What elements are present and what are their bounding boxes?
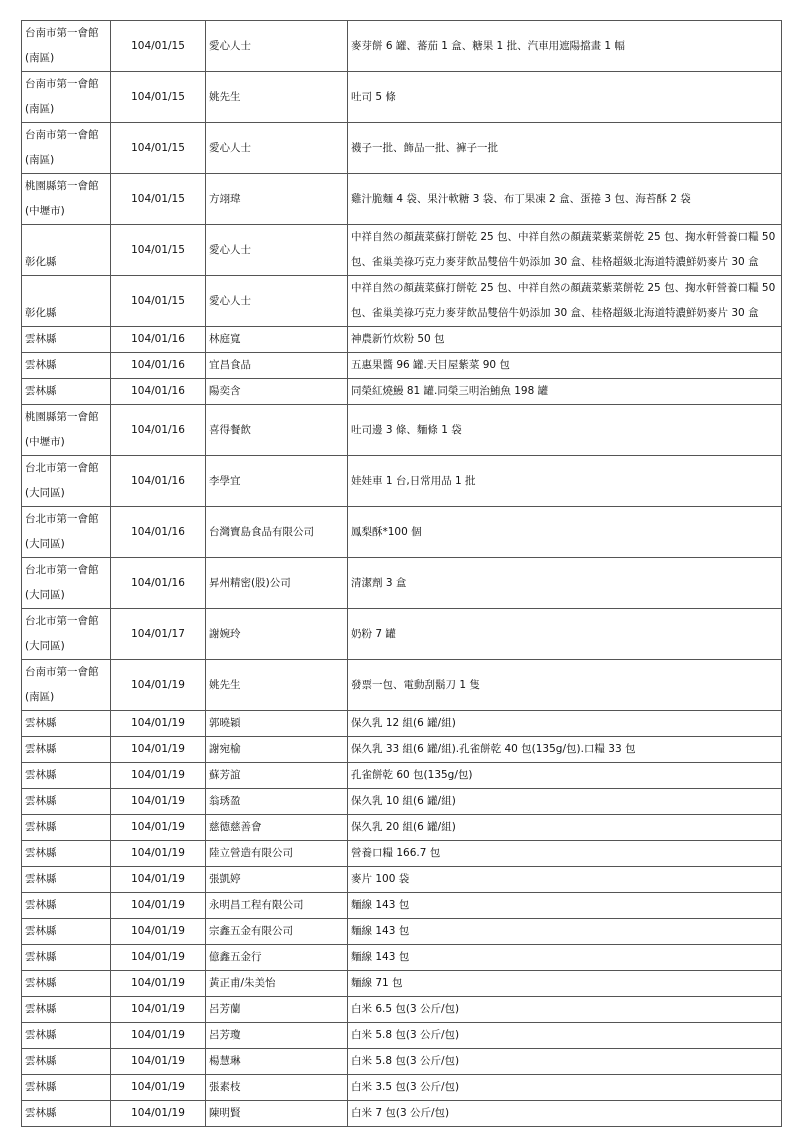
donor-cell: 呂芳瓊 bbox=[206, 1023, 348, 1049]
items-cell: 營養口糧 166.7 包 bbox=[348, 841, 782, 867]
donor-cell: 李學宜 bbox=[206, 456, 348, 507]
date-cell: 104/01/15 bbox=[111, 225, 206, 276]
table-row bbox=[22, 789, 782, 815]
date-cell: 104/01/19 bbox=[111, 789, 206, 815]
location-cell bbox=[22, 507, 111, 558]
location-line: 雲林縣 bbox=[25, 795, 57, 807]
table-row bbox=[22, 405, 782, 456]
table-row bbox=[22, 841, 782, 867]
donor-cell: 愛心人士 bbox=[206, 225, 348, 276]
items-cell: 雞汁脆麵 4 袋、果汁軟糖 3 袋、布丁果凍 2 盒、蛋捲 3 包、海苔酥 2 袋 bbox=[348, 174, 782, 225]
location-line: (南區) bbox=[25, 154, 55, 166]
location-cell bbox=[22, 379, 111, 405]
date-cell: 104/01/19 bbox=[111, 945, 206, 971]
items-cell: 中祥自然の顏蔬菜蘇打餅乾 25 包、中祥自然の顏蔬菜紫菜餅乾 25 包、掬水軒營養口糧 50 包、雀巢美祿巧克力麥芽飲品雙倍牛奶添加 30 盒、桂格超級北海道特濃鮮奶麥片 30 盒 bbox=[348, 276, 782, 327]
date-cell: 104/01/15 bbox=[111, 72, 206, 123]
table-row bbox=[22, 763, 782, 789]
location-line bbox=[25, 225, 107, 250]
items-cell: 中祥自然の顏蔬菜蘇打餅乾 25 包、中祥自然の顏蔬菜紫菜餅乾 25 包、掬水軒營養口糧 50 包、雀巢美祿巧克力麥芽飲品雙倍牛奶添加 30 盒、桂格超級北海道特濃鮮奶麥片 30 盒 bbox=[348, 225, 782, 276]
donor-cell: 楊慧琳 bbox=[206, 1049, 348, 1075]
date-cell: 104/01/15 bbox=[111, 123, 206, 174]
items-cell: 麵線 143 包 bbox=[348, 945, 782, 971]
donor-cell: 昇州精密(股)公司 bbox=[206, 558, 348, 609]
location-cell bbox=[22, 893, 111, 919]
location-cell bbox=[22, 405, 111, 456]
donor-cell: 翁琇盈 bbox=[206, 789, 348, 815]
items-cell: 清潔劑 3 盒 bbox=[348, 558, 782, 609]
table-row bbox=[22, 507, 782, 558]
table-row bbox=[22, 379, 782, 405]
date-cell: 104/01/16 bbox=[111, 327, 206, 353]
table-row bbox=[22, 327, 782, 353]
location-cell bbox=[22, 711, 111, 737]
table-row bbox=[22, 1049, 782, 1075]
donor-cell: 謝宛榆 bbox=[206, 737, 348, 763]
location-line: 雲林縣 bbox=[25, 873, 57, 885]
location-line: 台北市第一會館 bbox=[25, 564, 99, 576]
items-cell: 麵線 71 包 bbox=[348, 971, 782, 997]
location-line: (大同區) bbox=[25, 640, 65, 652]
location-cell bbox=[22, 660, 111, 711]
location-cell bbox=[22, 867, 111, 893]
location-line: (大同區) bbox=[25, 589, 65, 601]
date-cell: 104/01/16 bbox=[111, 456, 206, 507]
donor-cell: 宗鑫五金有限公司 bbox=[206, 919, 348, 945]
location-cell bbox=[22, 919, 111, 945]
table-row bbox=[22, 276, 782, 327]
date-cell: 104/01/19 bbox=[111, 711, 206, 737]
location-cell bbox=[22, 815, 111, 841]
table-row bbox=[22, 225, 782, 276]
location-cell bbox=[22, 174, 111, 225]
date-cell: 104/01/15 bbox=[111, 21, 206, 72]
location-cell bbox=[22, 971, 111, 997]
donor-cell: 永明昌工程有限公司 bbox=[206, 893, 348, 919]
table-row bbox=[22, 945, 782, 971]
location-line: 彰化縣 bbox=[25, 256, 57, 268]
donor-cell: 呂芳蘭 bbox=[206, 997, 348, 1023]
table-row bbox=[22, 21, 782, 72]
table-row bbox=[22, 1075, 782, 1101]
items-cell: 神農新竹炊粉 50 包 bbox=[348, 327, 782, 353]
items-cell: 白米 5.8 包(3 公斤/包) bbox=[348, 1023, 782, 1049]
location-line: (南區) bbox=[25, 691, 55, 703]
location-cell bbox=[22, 327, 111, 353]
location-cell bbox=[22, 609, 111, 660]
location-line: (南區) bbox=[25, 52, 55, 64]
table-row bbox=[22, 711, 782, 737]
items-cell: 麥片 100 袋 bbox=[348, 867, 782, 893]
table-row bbox=[22, 971, 782, 997]
date-cell: 104/01/15 bbox=[111, 276, 206, 327]
location-cell bbox=[22, 1075, 111, 1101]
table-row bbox=[22, 1101, 782, 1127]
donor-cell: 喜得餐飲 bbox=[206, 405, 348, 456]
location-line: 雲林縣 bbox=[25, 717, 57, 729]
location-line bbox=[25, 276, 107, 301]
donor-cell: 蘇芳誼 bbox=[206, 763, 348, 789]
donor-cell: 姚先生 bbox=[206, 72, 348, 123]
items-cell: 麵線 143 包 bbox=[348, 919, 782, 945]
table-row bbox=[22, 456, 782, 507]
location-line: 桃園縣第一會館 bbox=[25, 411, 99, 423]
items-cell: 同榮紅燒鰻 81 罐.同榮三明治鮪魚 198 罐 bbox=[348, 379, 782, 405]
location-cell bbox=[22, 1101, 111, 1127]
date-cell: 104/01/19 bbox=[111, 815, 206, 841]
date-cell: 104/01/16 bbox=[111, 405, 206, 456]
location-cell bbox=[22, 276, 111, 327]
date-cell: 104/01/19 bbox=[111, 893, 206, 919]
items-cell: 保久乳 12 組(6 罐/組) bbox=[348, 711, 782, 737]
location-line: 雲林縣 bbox=[25, 1003, 57, 1015]
location-line: 雲林縣 bbox=[25, 769, 57, 781]
items-cell: 奶粉 7 罐 bbox=[348, 609, 782, 660]
date-cell: 104/01/19 bbox=[111, 737, 206, 763]
items-cell: 發票一包、電動刮鬍刀 1 隻 bbox=[348, 660, 782, 711]
location-cell bbox=[22, 21, 111, 72]
items-cell: 麥芽餅 6 罐、蕃茄 1 盒、糖果 1 批、汽車用遮陽擋畫 1 幅 bbox=[348, 21, 782, 72]
items-cell: 鳳梨酥*100 個 bbox=[348, 507, 782, 558]
location-line: 台南市第一會館 bbox=[25, 666, 99, 678]
location-line: (中壢市) bbox=[25, 436, 65, 448]
location-line: 雲林縣 bbox=[25, 1055, 57, 1067]
table-row bbox=[22, 919, 782, 945]
location-line: 雲林縣 bbox=[25, 333, 57, 345]
table-row bbox=[22, 867, 782, 893]
location-line: (中壢市) bbox=[25, 205, 65, 217]
donor-cell: 張凱婷 bbox=[206, 867, 348, 893]
location-cell bbox=[22, 841, 111, 867]
location-line: 台北市第一會館 bbox=[25, 615, 99, 627]
table-row bbox=[22, 353, 782, 379]
date-cell: 104/01/19 bbox=[111, 1101, 206, 1127]
date-cell: 104/01/19 bbox=[111, 867, 206, 893]
location-cell bbox=[22, 763, 111, 789]
table-row bbox=[22, 1023, 782, 1049]
donor-cell: 陽奕含 bbox=[206, 379, 348, 405]
location-line: 雲林縣 bbox=[25, 951, 57, 963]
donor-cell: 愛心人士 bbox=[206, 276, 348, 327]
donation-table bbox=[21, 20, 782, 1127]
date-cell: 104/01/19 bbox=[111, 763, 206, 789]
items-cell: 孔雀餅乾 60 包(135g/包) bbox=[348, 763, 782, 789]
items-cell: 襪子一批、飾品一批、褲子一批 bbox=[348, 123, 782, 174]
location-cell bbox=[22, 945, 111, 971]
location-line: 雲林縣 bbox=[25, 385, 57, 397]
location-line: 雲林縣 bbox=[25, 1029, 57, 1041]
items-cell: 保久乳 33 組(6 罐/組).孔雀餅乾 40 包(135g/包).口糧 33 包 bbox=[348, 737, 782, 763]
table-row bbox=[22, 123, 782, 174]
date-cell: 104/01/19 bbox=[111, 660, 206, 711]
donor-cell: 林庭寬 bbox=[206, 327, 348, 353]
location-cell bbox=[22, 737, 111, 763]
location-line: 台南市第一會館 bbox=[25, 27, 99, 39]
date-cell: 104/01/16 bbox=[111, 558, 206, 609]
donor-cell: 陸立營造有限公司 bbox=[206, 841, 348, 867]
location-line: 雲林縣 bbox=[25, 977, 57, 989]
date-cell: 104/01/15 bbox=[111, 174, 206, 225]
location-line: 雲林縣 bbox=[25, 847, 57, 859]
date-cell: 104/01/19 bbox=[111, 1023, 206, 1049]
location-line: 雲林縣 bbox=[25, 899, 57, 911]
donor-cell: 宜昌食品 bbox=[206, 353, 348, 379]
date-cell: 104/01/17 bbox=[111, 609, 206, 660]
items-cell: 白米 7 包(3 公斤/包) bbox=[348, 1101, 782, 1127]
table-row bbox=[22, 997, 782, 1023]
items-cell: 五惠果醬 96 罐.天目屋紫菜 90 包 bbox=[348, 353, 782, 379]
table-row bbox=[22, 660, 782, 711]
table-row bbox=[22, 558, 782, 609]
donor-cell: 郭曉穎 bbox=[206, 711, 348, 737]
location-line: 台南市第一會館 bbox=[25, 129, 99, 141]
table-row bbox=[22, 737, 782, 763]
location-cell bbox=[22, 72, 111, 123]
location-cell bbox=[22, 353, 111, 379]
date-cell: 104/01/19 bbox=[111, 1049, 206, 1075]
date-cell: 104/01/19 bbox=[111, 997, 206, 1023]
location-cell bbox=[22, 1023, 111, 1049]
donor-cell: 陳明賢 bbox=[206, 1101, 348, 1127]
location-line: 雲林縣 bbox=[25, 1081, 57, 1093]
donor-cell: 億鑫五金行 bbox=[206, 945, 348, 971]
date-cell: 104/01/16 bbox=[111, 507, 206, 558]
location-cell bbox=[22, 123, 111, 174]
location-cell bbox=[22, 1049, 111, 1075]
table-row bbox=[22, 174, 782, 225]
location-line: 台北市第一會館 bbox=[25, 513, 99, 525]
donor-cell: 慈德慈善會 bbox=[206, 815, 348, 841]
donor-cell: 姚先生 bbox=[206, 660, 348, 711]
location-cell bbox=[22, 225, 111, 276]
items-cell: 白米 3.5 包(3 公斤/包) bbox=[348, 1075, 782, 1101]
items-cell: 保久乳 20 組(6 罐/組) bbox=[348, 815, 782, 841]
donor-cell: 黃正甫/朱美怡 bbox=[206, 971, 348, 997]
date-cell: 104/01/19 bbox=[111, 971, 206, 997]
location-line: 雲林縣 bbox=[25, 821, 57, 833]
location-cell bbox=[22, 558, 111, 609]
date-cell: 104/01/19 bbox=[111, 919, 206, 945]
items-cell: 白米 6.5 包(3 公斤/包) bbox=[348, 997, 782, 1023]
location-line: 台北市第一會館 bbox=[25, 462, 99, 474]
table-row bbox=[22, 72, 782, 123]
location-line: 雲林縣 bbox=[25, 1107, 57, 1119]
date-cell: 104/01/19 bbox=[111, 841, 206, 867]
items-cell: 吐司 5 條 bbox=[348, 72, 782, 123]
donor-cell: 愛心人士 bbox=[206, 21, 348, 72]
date-cell: 104/01/19 bbox=[111, 1075, 206, 1101]
donor-cell: 台灣寶島食品有限公司 bbox=[206, 507, 348, 558]
location-cell bbox=[22, 456, 111, 507]
items-cell: 吐司邊 3 條、麵條 1 袋 bbox=[348, 405, 782, 456]
table-row bbox=[22, 893, 782, 919]
location-line: 雲林縣 bbox=[25, 925, 57, 937]
location-line: (大同區) bbox=[25, 538, 65, 550]
table-row bbox=[22, 815, 782, 841]
location-line: (南區) bbox=[25, 103, 55, 115]
location-line: 桃園縣第一會館 bbox=[25, 180, 99, 192]
location-cell bbox=[22, 997, 111, 1023]
date-cell: 104/01/16 bbox=[111, 353, 206, 379]
donor-cell: 張素枝 bbox=[206, 1075, 348, 1101]
items-cell: 白米 5.8 包(3 公斤/包) bbox=[348, 1049, 782, 1075]
items-cell: 麵線 143 包 bbox=[348, 893, 782, 919]
items-cell: 娃娃車 1 台,日常用品 1 批 bbox=[348, 456, 782, 507]
table-row bbox=[22, 609, 782, 660]
donor-cell: 方翊瑋 bbox=[206, 174, 348, 225]
location-line: 彰化縣 bbox=[25, 307, 57, 319]
location-line: 雲林縣 bbox=[25, 359, 57, 371]
location-line: 台南市第一會館 bbox=[25, 78, 99, 90]
items-cell: 保久乳 10 組(6 罐/組) bbox=[348, 789, 782, 815]
location-line: (大同區) bbox=[25, 487, 65, 499]
location-cell bbox=[22, 789, 111, 815]
location-line: 雲林縣 bbox=[25, 743, 57, 755]
donor-cell: 愛心人士 bbox=[206, 123, 348, 174]
donor-cell: 謝婉玲 bbox=[206, 609, 348, 660]
date-cell: 104/01/16 bbox=[111, 379, 206, 405]
